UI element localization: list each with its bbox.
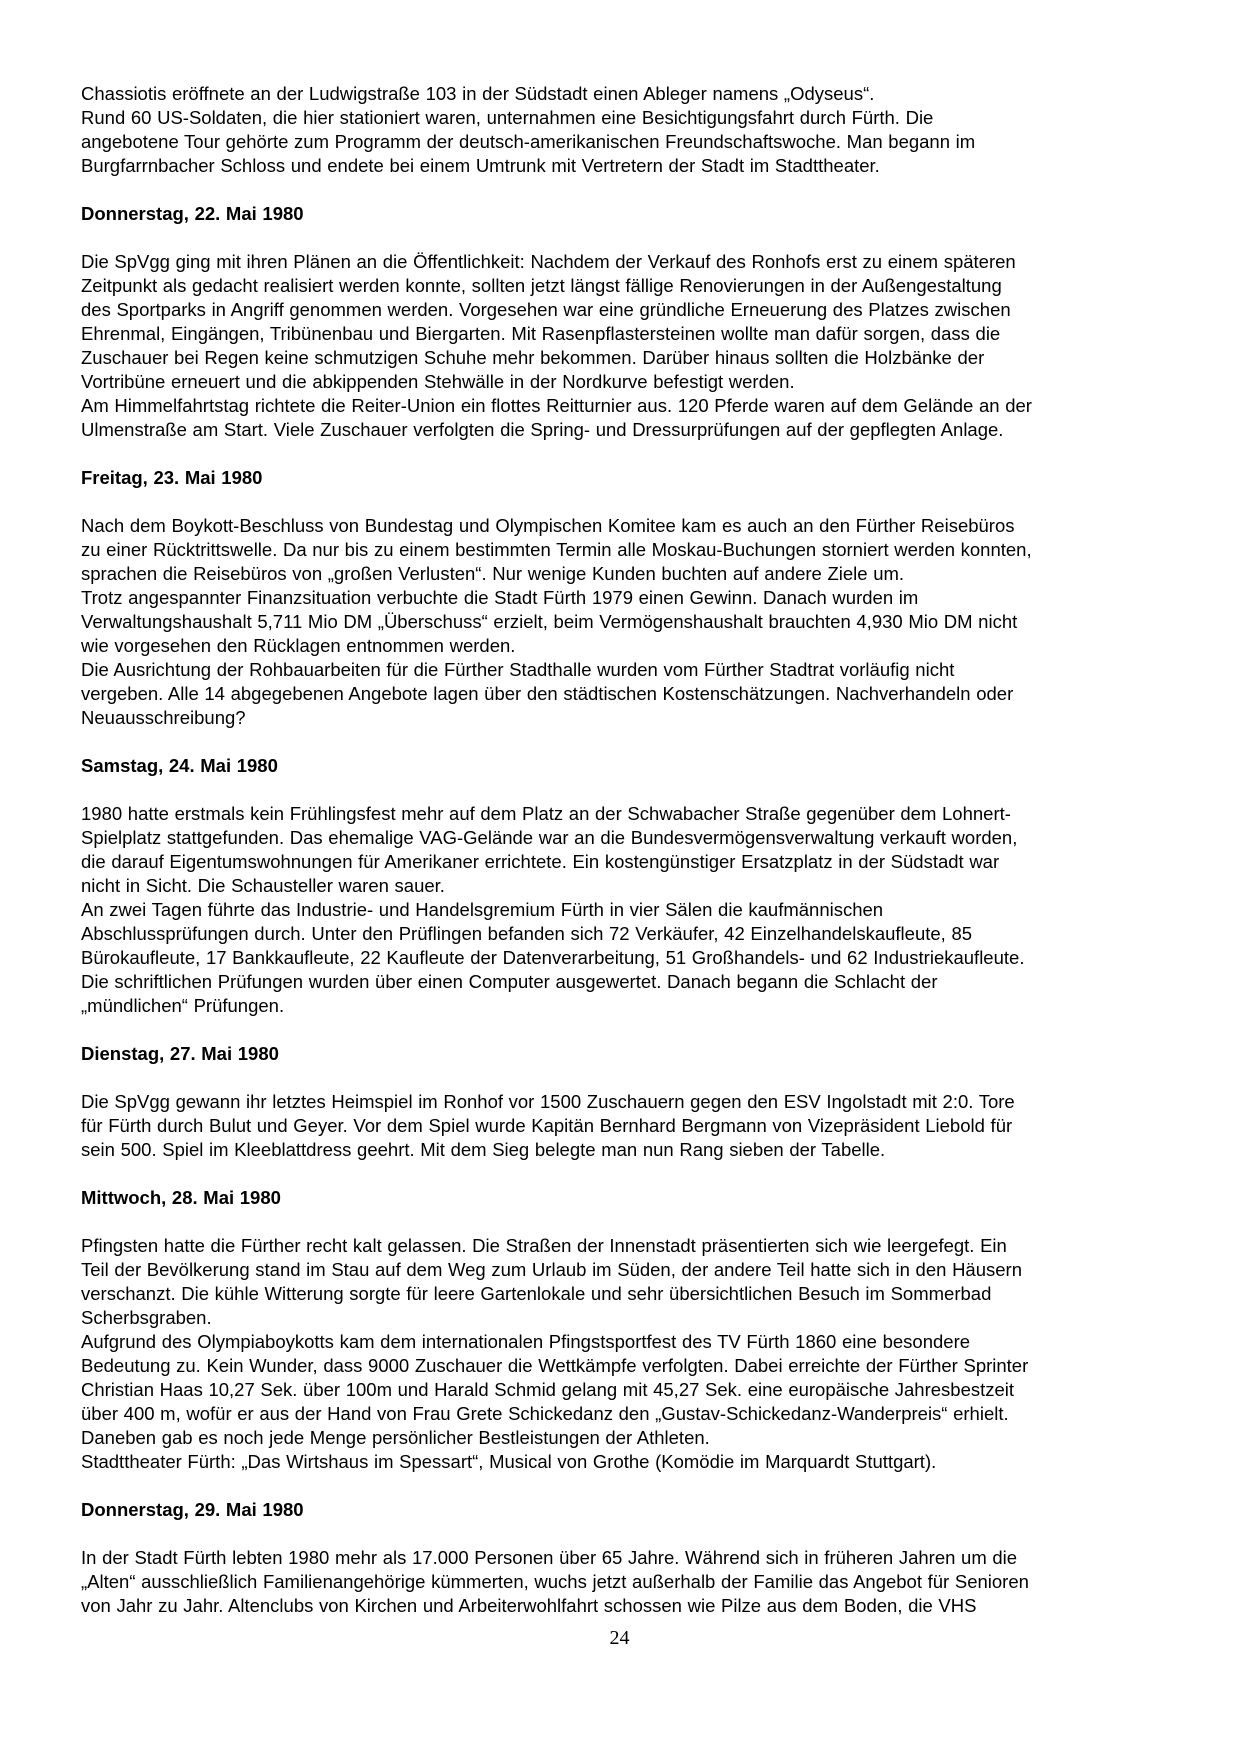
paragraph-line: Neuausschreibung? bbox=[81, 707, 246, 728]
paragraph-line: Abschlussprüfungen durch. Unter den Prüflingen befanden sich 72 Verkäufer, 42 Einzelhandelskaufleute, 85 bbox=[81, 923, 973, 944]
paragraph-line: Stadttheater Fürth: „Das Wirtshaus im Spessart“, Musical von Grothe (Komödie im Marquardt Stuttgart). bbox=[81, 1451, 937, 1472]
paragraph-line: Spielplatz stattgefunden. Das ehemalige VAG-Gelände war an die Bundesvermögensverwaltung verkauft worden, bbox=[81, 827, 1018, 848]
section-heading: Donnerstag, 22. Mai 1980 bbox=[81, 203, 304, 224]
paragraph-line: nicht in Sicht. Die Schausteller waren sauer. bbox=[81, 875, 445, 896]
paragraph-line: Pfingsten hatte die Fürther recht kalt gelassen. Die Straßen der Innenstadt präsentierten sich wie leergefegt. Ein bbox=[81, 1235, 1007, 1256]
section-heading: Dienstag, 27. Mai 1980 bbox=[81, 1043, 279, 1064]
paragraph bbox=[81, 82, 1176, 178]
paragraph-line: Bürokaufleute, 17 Bankkaufleute, 22 Kaufleute der Datenverarbeitung, 51 Großhandels- und 62 Industriekaufleute. bbox=[81, 947, 1025, 968]
paragraph-line: Verwaltungshaushalt 5,711 Mio DM „Überschuss“ erzielt, beim Vermögenshaushalt brauchten 4,930 Mio DM nicht bbox=[81, 611, 1018, 632]
paragraph bbox=[81, 1234, 1176, 1474]
paragraph-line: „mündlichen“ Prüfungen. bbox=[81, 995, 285, 1016]
paragraph-line: Bedeutung zu. Kein Wunder, dass 9000 Zuschauer die Wettkämpfe verfolgten. Dabei erreichte der Fürther Sprinter bbox=[81, 1355, 1029, 1376]
section-heading: Samstag, 24. Mai 1980 bbox=[81, 755, 278, 776]
paragraph-line: Ulmenstraße am Start. Viele Zuschauer verfolgten die Spring- und Dressurprüfungen auf der gepflegten Anlage. bbox=[81, 419, 1004, 440]
section-heading: Freitag, 23. Mai 1980 bbox=[81, 467, 263, 488]
paragraph-line: sein 500. Spiel im Kleeblattdress geehrt. Mit dem Sieg belegte man nun Rang sieben der Tabelle. bbox=[81, 1139, 886, 1160]
paragraph-line: „Alten“ ausschließlich Familienangehörige kümmerten, wuchs jetzt außerhalb der Familie das Angebot für Senioren bbox=[81, 1571, 1029, 1592]
paragraph-line: 1980 hatte erstmals kein Frühlingsfest mehr auf dem Platz an der Schwabacher Straße gegenüber dem Lohnert- bbox=[81, 803, 1011, 824]
paragraph-line: über 400 m, wofür er aus der Hand von Frau Grete Schickedanz den „Gustav-Schickedanz-Wanderpreis“ erhielt. bbox=[81, 1403, 1009, 1424]
paragraph-line: angebotene Tour gehörte zum Programm der deutsch-amerikanischen Freundschaftswoche. Man begann im bbox=[81, 131, 976, 152]
paragraph bbox=[81, 250, 1176, 442]
paragraph-line: Nach dem Boykott-Beschluss von Bundestag und Olympischen Komitee kam es auch an den Fürther Reisebüros bbox=[81, 515, 1015, 536]
paragraph-line: Aufgrund des Olympiaboykotts kam dem internationalen Pfingstsportfest des TV Fürth 1860 eine besondere bbox=[81, 1331, 971, 1352]
paragraph-line: zu einer Rücktrittswelle. Da nur bis zu einem bestimmten Termin alle Moskau-Buchungen storniert werden konnten, bbox=[81, 539, 1032, 560]
paragraph-line: Burgfarrnbacher Schloss und endete bei einem Umtrunk mit Vertretern der Stadt im Stadttheater. bbox=[81, 155, 880, 176]
paragraph bbox=[81, 802, 1176, 1018]
document-content bbox=[81, 82, 1176, 1642]
paragraph-line: Die Ausrichtung der Rohbauarbeiten für die Fürther Stadthalle wurden vom Fürther Stadtrat vorläufig nicht bbox=[81, 659, 955, 680]
section-heading: Mittwoch, 28. Mai 1980 bbox=[81, 1187, 281, 1208]
paragraph-line: Teil der Bevölkerung stand im Stau auf dem Weg zum Urlaub im Süden, der andere Teil hatte sich in den Häusern bbox=[81, 1259, 1022, 1280]
paragraph-line: Die SpVgg gewann ihr letztes Heimspiel im Ronhof vor 1500 Zuschauern gegen den ESV Ingolstadt mit 2:0. Tore bbox=[81, 1091, 1015, 1112]
paragraph-line: Rund 60 US-Soldaten, die hier stationiert waren, unternahmen eine Besichtigungsfahrt durch Fürth. Die bbox=[81, 107, 934, 128]
paragraph-line: des Sportparks in Angriff genommen werden. Vorgesehen war eine gründliche Erneuerung des Platzes zwischen bbox=[81, 299, 1011, 320]
paragraph bbox=[81, 1546, 1176, 1618]
paragraph bbox=[81, 514, 1176, 730]
paragraph-line: Chassiotis eröffnete an der Ludwigstraße 103 in der Südstadt einen Ableger namens „Odyseus“. bbox=[81, 83, 875, 104]
page-number: 24 bbox=[609, 1627, 630, 1649]
paragraph-line: verschanzt. Die kühle Witterung sorgte für leere Gartenlokale und sehr übersichtlichen Besuch im Sommerbad bbox=[81, 1283, 992, 1304]
paragraph-line: Vortribüne erneuert und die abkippenden Stehwälle in der Nordkurve befestigt werden. bbox=[81, 371, 795, 392]
paragraph-line: für Fürth durch Bulut und Geyer. Vor dem Spiel wurde Kapitän Bernhard Bergmann von Vizepräsident Liebold für bbox=[81, 1115, 1013, 1136]
paragraph-line: Ehrenmal, Eingängen, Tribünenbau und Biergarten. Mit Rasenpflastersteinen wollte man dafür sorgen, dass die bbox=[81, 323, 1001, 344]
paragraph-line: Trotz angespannter Finanzsituation verbuchte die Stadt Fürth 1979 einen Gewinn. Danach wurden im bbox=[81, 587, 919, 608]
paragraph-line: Daneben gab es noch jede Menge persönlicher Bestleistungen der Athleten. bbox=[81, 1427, 710, 1448]
paragraph-line: wie vorgesehen den Rücklagen entnommen werden. bbox=[81, 635, 516, 656]
paragraph-line: Scherbsgraben. bbox=[81, 1307, 212, 1328]
paragraph-line: Die SpVgg ging mit ihren Plänen an die Öffentlichkeit: Nachdem der Verkauf des Ronhofs erst zu einem späteren bbox=[81, 251, 1016, 272]
paragraph-line: In der Stadt Fürth lebten 1980 mehr als 17.000 Personen über 65 Jahre. Während sich in früheren Jahren um die bbox=[81, 1547, 1018, 1568]
paragraph-line: Zuschauer bei Regen keine schmutzigen Schuhe mehr bekommen. Darüber hinaus sollten die Holzbänke der bbox=[81, 347, 985, 368]
paragraph-line: An zwei Tagen führte das Industrie- und Handelsgremium Fürth in vier Sälen die kaufmännischen bbox=[81, 899, 884, 920]
paragraph-line: Zeitpunkt als gedacht realisiert werden konnte, sollten jetzt längst fällige Renovierungen in der Außengestaltung bbox=[81, 275, 1002, 296]
paragraph-line: sprachen die Reisebüros von „großen Verlusten“. Nur wenige Kunden buchten auf andere Ziele um. bbox=[81, 563, 905, 584]
paragraph-line: die darauf Eigentumswohnungen für Amerikaner errichtete. Ein kostengünstiger Ersatzplatz in der Südstadt war bbox=[81, 851, 1000, 872]
paragraph bbox=[81, 1090, 1176, 1162]
paragraph-line: von Jahr zu Jahr. Altenclubs von Kirchen und Arbeiterwohlfahrt schossen wie Pilze aus dem Boden, die VHS bbox=[81, 1595, 977, 1616]
paragraph-line: Christian Haas 10,27 Sek. über 100m und Harald Schmid gelang mit 45,27 Sek. eine europäische Jahresbestzeit bbox=[81, 1379, 1015, 1400]
paragraph-line: Die schriftlichen Prüfungen wurden über einen Computer ausgewertet. Danach begann die Schlacht der bbox=[81, 971, 938, 992]
section-heading: Donnerstag, 29. Mai 1980 bbox=[81, 1499, 304, 1520]
paragraph-line: vergeben. Alle 14 abgegebenen Angebote lagen über den städtischen Kostenschätzungen. Nachverhandeln oder bbox=[81, 683, 1014, 704]
paragraph-line: Am Himmelfahrtstag richtete die Reiter-Union ein flottes Reitturnier aus. 120 Pferde waren auf dem Gelände an der bbox=[81, 395, 1032, 416]
page-footer bbox=[0, 1627, 1239, 1650]
